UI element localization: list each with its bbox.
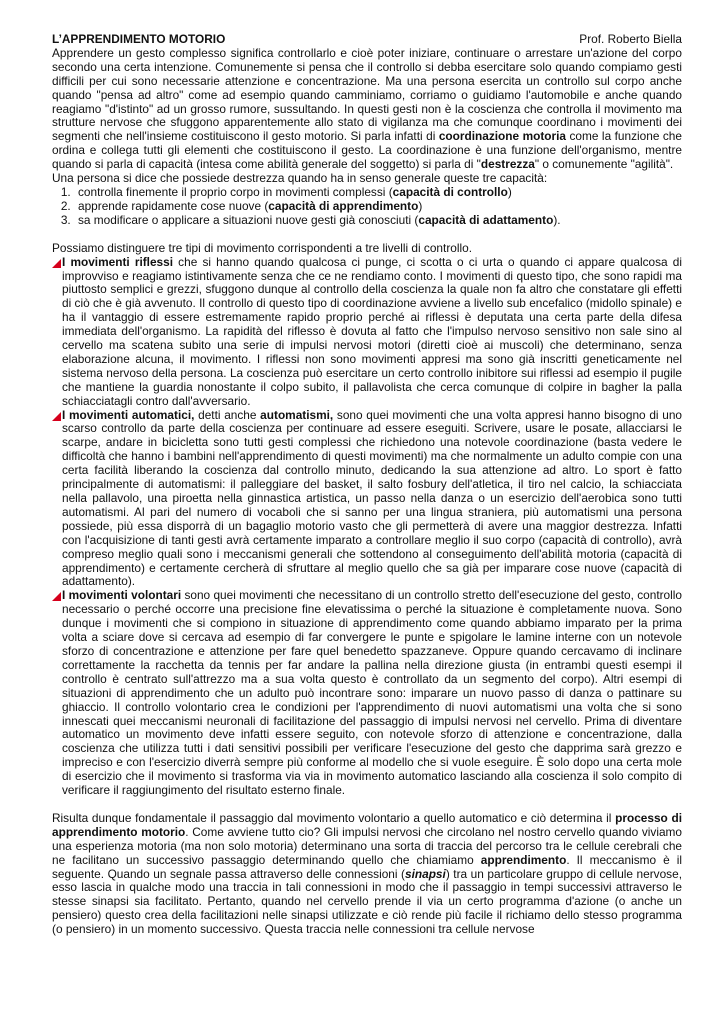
voluntary-movements-item [52, 589, 682, 798]
term-learning: apprendimento [480, 852, 567, 867]
term-synapses: sinapsi [405, 866, 446, 881]
red-triangle-bullet-icon [52, 412, 61, 421]
spacer [52, 228, 682, 242]
intro-paragraph [52, 47, 682, 172]
list-item: 2. apprende rapidamente cose nuove (capacità di apprendimento) [74, 200, 682, 214]
capacities-list [52, 186, 682, 228]
list-item: 1. controlla finemente il proprio corpo in movimenti complessi (capacità di controllo) [74, 186, 682, 200]
document-title: L’APPRENDIMENTO MOTORIO [52, 32, 226, 46]
automatic-text: sono quei movimenti che una volta appresi hanno bisogno di uno scarso controllo da parte della coscienza per continuare ad essere eseguiti. Scrivere, usare le posate, allacciarsi le scarpe, andare in bicicletta sono tutti gesti complessi che richiedono una notevole coordinazione (basta vedere le difficoltà che hanno i bambini nell'apprendimento di questi movimenti) ma che normalmente un adulto compie con una certa facilità liberando la coscienza dal controllo minuto, dedicando la sua attenzione ad altro. Lo sport è fatto principalmente di automatismi: il palleggiare del basket, il salto fosbury dell'atletica, il tiro nel calcio, la schiacciata nella pallavolo, una piroetta nella ginnastica artistica, un passo nella danza o un esercizio dell'aerobica sono tutti automatismi. Al pari del numero di vocaboli che si sanno per una lingua straniera, più automatismi una persona possiede, più essa disporrà di un bagaglio motorio vasto che gli permetterà di avere una maggior destrezza. Infatti con l'acquisizione di tanti gesti avrà certamente imparato a controllare meglio il suo corpo (capacità di controllo), avrà compreso meglio quali sono i meccanismi generali che sottendono al conseguimento dell'abilità motoria (capacità di apprendimento) e certamente cercherà di sfruttare al meglio quello che sa già per imparare cose nuove (capacità di adattamento). [62, 407, 683, 589]
voluntary-heading: I movimenti volontari [62, 588, 182, 603]
reflex-text: che si hanno quando qualcosa ci punge, ci scotta o ci urta o quando ci appare qualcosa di improvviso e reagiamo istintivamente senza che ce ne rendiamo conto. I movimenti di questo tipo, che sono rapidi ma piuttosto semplici e grezzi, sfuggono dunque al controllo della coscienza la quale non fa altro che constatare gli effetti di ciò che è già avvenuto. Il controllo di questo tipo di coordinazione avviene a livello sub encefalico (midollo spinale) e ha il vantaggio di essere estremamente rapido proprio perché ai riflessi è deputata una certa parte della difesa immediata dell'organismo. La rapidità del riflesso è dovuta al fatto che l'impulso nervoso sensitivo non sale sino al cervello ma scatena subito una serie di impulsi nervosi motori (diretti cioè ai muscoli) che determinano, senza elaborazione alcuna, il movimento. I riflessi non sono movimenti appresi ma sono già inscritti geneticamente nel sistema nervoso della persona. La coscienza può esercitare un certo controllo inibitore sui riflessi ad esempio il pugile che mantiene la guardia nonostante il colpo subito, il pallavolista che cerca comunque di colpire in bagher la palla schiacciatagli contro dall'avversario. [62, 254, 682, 408]
red-triangle-bullet-icon [52, 259, 61, 268]
levels-intro: Possiamo distinguere tre tipi di movimento corrispondenti a tre livelli di controllo. [52, 240, 472, 255]
intro-text: " o comunemente "agilità". [534, 157, 674, 172]
reflex-movements-item [52, 256, 682, 409]
intro-text: come la funzione che ordina e collega tutti gli elementi che costituiscono il gesto. La coordinazione è una funzione dell'organismo, mentre quando si parla di capacità (intesa come abilità generale del soggetto) si parla di " [52, 129, 682, 172]
automatic-movements-item: I movimenti automatici, detti anche automatismi, sono quei movimenti che una volta appresi hanno bisogno di uno scarso controllo da parte della coscienza per continuare ad essere eseguiti. Scrivere, usare le posate, allacciarsi le scarpe, andare in bicicletta sono tutti gesti complessi che richiedono una notevole coordinazione (basta vedere le difficoltà che hanno i bambini nell'apprendimento di questi movimenti) ma che normalmente un adulto compie con una certa facilità liberando la coscienza dal controllo minuto, dedicando la sua attenzione ad altro. Lo sport è fatto principalmente di automatismi: il palleggiare del basket, il salto fosbury dell'atletica, il tiro nel calcio, la schiacciata nella pallavolo, una piroetta nella ginnastica artistica, un passo nella danza o un esercizio dell'aerobica sono tutti automatismi. Al pari del numero di vocaboli che si sanno per una lingua straniera, più automatismi una persona possiede, più essa disporrà di un bagaglio motorio vasto che gli permetterà di avere una maggior destrezza. Infatti con l'acquisizione di tanti gesti avrà certamente imparato a controllare meglio il suo corpo (capacità di controllo), avrà compreso meglio quali sono i meccanismi generali che sottendono al conseguimento dell'abilità motoria (capacità di apprendimento) e certamente cercherà di sfruttare al meglio quello che sa già per imparare cose nuove (capacità di adattamento). [52, 409, 682, 590]
conclusion-paragraph: Risulta dunque fondamentale il passaggio dal movimento volontario a quello automatico e ciò determina il processo di apprendimento motorio. Come avviene tutto cio? Gli impulsi nervosi che circolano nel nostro cervello quando viviamo una esperienza motoria (ma non solo motoria) determinano una sorta di traccia del percorso tra le cellule cerebrali che ne facilitano un successivo passaggio determinando quello che chiamiamo apprendimento. Il meccanismo è il seguente. Quando un segnale passa attraverso delle connessioni (sinapsi) tra un particolare gruppo di cellule nervose, esso lascia in qualche modo una traccia in tali connessioni in modo che il passaggio in tempi successivi attraverso le stesse sinapsi sia facilitato. Pertanto, quando nel cervello prende il via un certo programma d'azione (o anche un pensiero) questo crea della facilitazioni nelle sinapsi utilizzate e ciò rende più facile il richiamo dello stesso programma (o pensiero) in un momento successivo. Questa traccia nelle connessioni tra cellule nervose [52, 810, 683, 937]
term-automatisms: automatismi, [260, 407, 334, 422]
author-name: Prof. Roberto Biella [579, 32, 682, 46]
page-header [52, 33, 682, 47]
red-triangle-bullet-icon [52, 592, 61, 601]
automatic-heading: I movimenti automatici, [62, 407, 195, 422]
list-item: 3. sa modificare o applicare a situazioni nuove gesti già conosciuti (capacità di adattamento). [74, 214, 682, 228]
reflex-heading: I movimenti riflessi [62, 254, 174, 269]
term-learning-process: processo di apprendimento motorio [52, 810, 682, 839]
term-coordination: coordinazione motoria [438, 129, 567, 144]
voluntary-text: sono quei movimenti che necessitano di un controllo stretto dell'esecuzione del gesto, controllo necessario o perché occorre una precisione fine elevatissima o perché la situazione è completamente nuova. Sono dunque i movimenti che si compiono in situazione di apprendimento come quando abbiamo imparato per la prima volta a sciare dove si cercava ad esempio di far convergere le punte e spigolare le lamine interne con un notevole sforzo di concentrazione e attenzione per fare quel benedetto spazzaneve. Oppure quando cercavamo di inclinare correttamente la racchetta da tennis per far andare la pallina nella direzione giusta (in entrambi questi esempi il controllo è centrato sull'attrezzo ma a sua volta questo è controllato da un segmento del corpo). Altri esempi di situazioni di apprendimento che un adulto può incontrare sono: imparare un nuovo passo di danza o pattinare su ghiaccio. Il controllo volontario crea le condizioni per l'apprendimento di nuovi automatismi una volta che si sono innescati quei meccanismi neuronali di facilitazione del passaggio di impulsi nervosi nel cervello. Prima di diventare automatico un movimento deve infatti essere seguito, con notevole sforzo di attenzione e concentrazione, dalla coscienza che utilizza tutti i dati sensitivi possibili per verificare l'esecuzione del gesto che dapprima sarà grezzo e impreciso e con l'esercizio diverrà sempre più conforme al modello che si vuole eseguire. È solo dopo una certa mole di esercizio che il movimento si trasforma via via in movimento automatico lasciando alla coscienza il solo compito di verificare il raggiungimento del risultato esterno finale. [62, 588, 682, 798]
dexterity-intro: Una persona si dice che possiede destrezza quando ha in senso generale queste tre capacità: [52, 171, 548, 186]
spacer [52, 798, 682, 812]
intro-text: Apprendere un gesto complesso significa controllarlo e cioè poter iniziare, continuare o arrestare un'azione del corpo secondo una certa intenzione. Comunemente si pensa che il controllo si debba esercitare solo quando compiamo gesti difficili per cui sono necessarie attenzione e concentrazione. Ma una persona esercita un controllo sul corpo anche quando "pensa ad altro" come ad esempio quando camminiamo, corriamo o guidiamo l'automobile e anche quando reagiamo "d'istinto" ad un grosso rumore, sussultando. In questi gesti non è la coscienza che controlla il movimento ma strutture nervose che sfuggono apparentemente allo stato di vigilanza ma che comunque coordinano i movimenti dei segmenti che nell'insieme costituiscono il gesto motorio. Si parla infatti di [52, 45, 682, 144]
term-dexterity: destrezza [480, 157, 535, 172]
